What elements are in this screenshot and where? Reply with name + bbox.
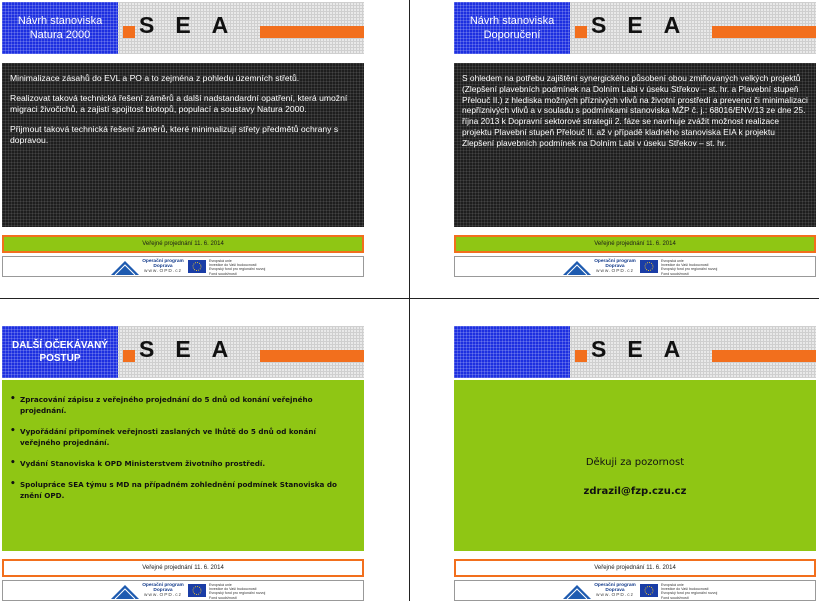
paragraph: S ohledem na potřebu zajištění synergického působení obou zmiňovaných velkých projektů (Zlepšení plavebních podmínek na Dolním Labi v úseku Střekov – st. hr. a Plavební stupeň Přelouč II.) z hlediska možných příznivých vlivů na životní prostředí a prevenci či minimalizaci nepříznivých vlivů a v souladu s podmínkami stanoviska MŽP č. j.: 68016/ENV/13 ze dne 25. října 2013 k Dopravní sektorové strategii 2. fáze se navrhuje zvážit možnost realizace projektu Plavební stupeň Přelouč II. až v případě kladného stanoviska EIA k projektu Zlepšení plavebních podmínek na Dolním Labi v úseku Střekov – st. hr. <box>462 73 808 148</box>
eu-line3: Evropský fond pro regionální rozvoj <box>661 267 718 272</box>
eu-line4: Fond soudržnosti <box>209 595 237 600</box>
orange-bar-left <box>575 26 587 38</box>
eu-line3: Evropský fond pro regionální rozvoj <box>209 591 266 596</box>
opd-line2: Doprava <box>605 264 625 270</box>
orange-bar-left <box>123 26 135 38</box>
bridge-logo-icon <box>563 259 591 275</box>
eu-line1: Evropská unie <box>661 259 684 263</box>
slide-body <box>454 380 816 551</box>
eu-line4: Fond soudržnosti <box>661 595 689 600</box>
slide-doporuceni <box>454 2 816 277</box>
slide-title-box <box>2 326 118 378</box>
eu-line2: Investice do Vaší budoucnosti <box>661 263 709 268</box>
opd-logo-text <box>593 259 637 275</box>
opd-line1: Operační program <box>594 259 636 264</box>
eu-line4: Fond soudržnosti <box>209 271 237 276</box>
slide-title-box <box>2 2 118 54</box>
bridge-logo-icon <box>111 583 139 599</box>
slide-body <box>454 63 816 227</box>
eu-line3: Evropský fond pro regionální rozvoj <box>209 267 266 272</box>
eu-line2: Investice do Vaší budoucnosti <box>209 587 257 592</box>
slide-header <box>454 326 816 378</box>
list-item: • Spolupráce SEA týmu s MD na případném zohlednění podmínek Stanoviska do znění OPD. <box>20 479 354 501</box>
opd-logo-text <box>593 583 637 599</box>
sea-logo-text: SEA <box>591 336 702 362</box>
eu-logo-text <box>209 583 269 600</box>
opd-url: www.OPD.cz <box>596 593 634 599</box>
orange-bar-right <box>712 350 816 362</box>
opd-url: www.OPD.cz <box>596 269 634 275</box>
eu-line4: Fond soudržnosti <box>661 271 689 276</box>
thanks-text: Děkuji za pozornost <box>585 457 685 468</box>
slide-natura <box>2 2 364 277</box>
opd-line1: Operační program <box>142 583 184 588</box>
list-item: • Zpracování zápisu z veřejného projednání do 5 dnů od konání veřejného projednání. <box>20 394 354 416</box>
opd-url: www.OPD.cz <box>144 593 182 599</box>
eu-flag-icon <box>188 260 206 273</box>
opd-line1: Operační program <box>594 583 636 588</box>
slide-body <box>2 380 364 551</box>
eu-line2: Investice do Vaší budoucnosti <box>661 587 709 592</box>
slide-postup <box>2 326 364 601</box>
slide-title-line2: POSTUP <box>39 353 81 364</box>
eu-flag-icon <box>640 584 658 597</box>
list-item: • Vypořádání připomínek veřejnosti zaslaných ve lhůtě do 5 dnů od konání veřejného projednání. <box>20 426 354 448</box>
paragraph: Minimalizace zásahů do EVL a PO a to zejména z pohledu územních střetů. <box>10 73 300 83</box>
sea-logo-text: SEA <box>139 336 250 362</box>
list-item: • Vydání Stanoviska k OPD Ministerstvem životního prostředí. <box>20 458 354 469</box>
opd-url: www.OPD.cz <box>144 269 182 275</box>
eu-line3: Evropský fond pro regionální rozvoj <box>661 591 718 596</box>
slide-title-line1: DALŠÍ OČEKÁVANÝ <box>12 340 108 351</box>
eu-line1: Evropská unie <box>209 583 232 587</box>
slide-header <box>454 2 816 54</box>
slide-footer: Veřejné projednání 11. 6. 2014 <box>2 235 364 253</box>
logo-bar <box>2 256 364 277</box>
slide-footer: Veřejné projednání 11. 6. 2014 <box>454 559 816 577</box>
opd-line2: Doprava <box>605 588 625 594</box>
eu-flag-icon <box>188 584 206 597</box>
orange-bar-right <box>260 350 364 362</box>
opd-logo-text <box>141 259 185 275</box>
orange-bar-left <box>575 350 587 362</box>
vertical-divider <box>409 0 410 601</box>
slide-thanks <box>454 326 816 601</box>
orange-bar-right <box>712 26 816 38</box>
slide-title-line2: Doporučení <box>483 29 541 41</box>
slide-header <box>2 2 364 54</box>
paragraph: Realizovat taková technická řešení záměrů a další nadstandardní opatření, která umožní migraci živočichů, a zajistí spojitost biotopů, populací a soustavy Natura 2000. <box>10 93 348 114</box>
slide-title-line2: Natura 2000 <box>29 29 91 41</box>
slide-title-line1: Návrh stanoviska <box>17 15 103 27</box>
eu-logo-text <box>661 583 721 600</box>
bullet-list <box>2 380 364 501</box>
opd-logo-text <box>141 583 185 599</box>
orange-bar-right <box>260 26 364 38</box>
sea-logo-text: SEA <box>591 12 702 38</box>
logo-bar <box>454 580 816 601</box>
logo-bar <box>2 580 364 601</box>
slide-title-line1: Návrh stanoviska <box>469 15 555 27</box>
horizontal-divider <box>0 298 819 299</box>
slide-title-box <box>454 2 570 54</box>
paragraph: Přijmout taková technická řešení záměrů, které minimalizují střety předmětů ochrany s dopravou. <box>10 124 339 145</box>
sea-logo-text: SEA <box>139 12 250 38</box>
eu-line1: Evropská unie <box>661 583 684 587</box>
bridge-logo-icon <box>563 583 591 599</box>
email-text: zdrazil@fzp.czu.cz <box>583 486 687 497</box>
slide-title-box <box>454 326 570 378</box>
opd-line2: Doprava <box>153 588 173 594</box>
orange-bar-left <box>123 350 135 362</box>
opd-line1: Operační program <box>142 259 184 264</box>
slide-header <box>2 326 364 378</box>
opd-line2: Doprava <box>153 264 173 270</box>
eu-logo-text <box>661 259 721 276</box>
slide-footer: Veřejné projednání 11. 6. 2014 <box>454 235 816 253</box>
eu-line1: Evropská unie <box>209 259 232 263</box>
slide-body <box>2 63 364 227</box>
bridge-logo-icon <box>111 259 139 275</box>
slide-footer: Veřejné projednání 11. 6. 2014 <box>2 559 364 577</box>
eu-flag-icon <box>640 260 658 273</box>
logo-bar <box>454 256 816 277</box>
eu-logo-text <box>209 259 269 276</box>
eu-line2: Investice do Vaší budoucnosti <box>209 263 257 268</box>
